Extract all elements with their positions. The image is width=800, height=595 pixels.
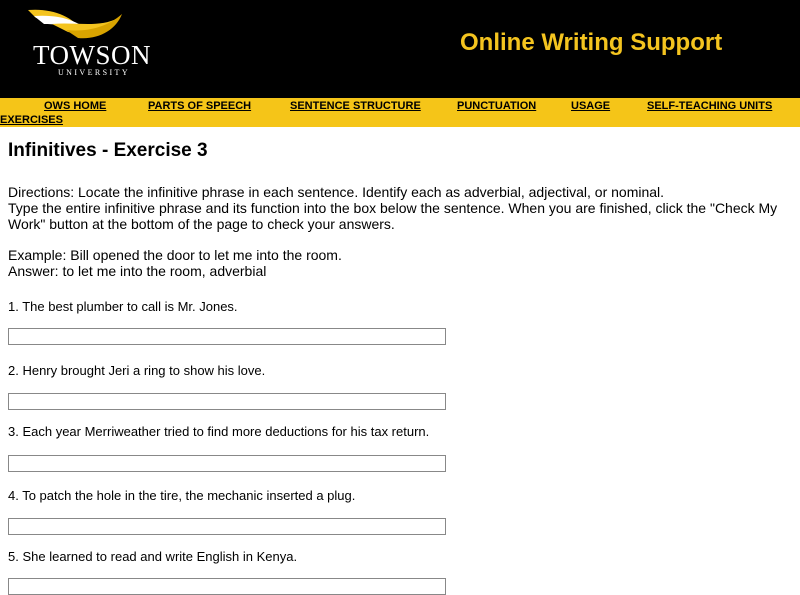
nav-usage[interactable]: USAGE	[571, 100, 611, 112]
site-title: Online Writing Support	[460, 29, 723, 56]
nav-punctuation[interactable]: PUNCTUATION	[457, 100, 537, 112]
question-3: 3. Each year Merriweather tried to find more deductions for his tax return.	[8, 424, 430, 439]
nav-bar	[0, 98, 800, 127]
logo-subtext: UNIVERSITY	[58, 68, 130, 77]
site-header	[0, 0, 800, 98]
answer-input-5[interactable]	[8, 578, 446, 595]
answer-input-4[interactable]	[8, 518, 446, 535]
question-1: 1. The best plumber to call is Mr. Jones.	[8, 299, 238, 314]
directions	[8, 184, 800, 232]
question-2: 2. Henry brought Jeri a ring to show his love.	[8, 363, 266, 378]
example	[8, 247, 800, 279]
directions-line-1: Directions: Locate the infinitive phrase in each sentence. Identify each as adverbial, adjectival, or nominal.	[8, 184, 665, 200]
question-5: 5. She learned to read and write English in Kenya.	[8, 549, 298, 564]
logo-text: TOWSON	[33, 40, 152, 70]
nav-self-teaching-units[interactable]: SELF-TEACHING UNITS	[647, 100, 773, 112]
example-sentence: Example: Bill opened the door to let me into the room.	[8, 247, 342, 263]
directions-line-2: Type the entire infinitive phrase and its function into the box below the sentence. When you are finished, click the "Check My Work" button at the bottom of the page to check your answers.	[8, 200, 778, 232]
nav-exercises[interactable]: EXERCISES	[0, 114, 63, 126]
nav-ows-home[interactable]: OWS HOME	[44, 100, 107, 112]
answer-input-3[interactable]	[8, 455, 446, 472]
main-content	[0, 127, 800, 595]
question-4: 4. To patch the hole in the tire, the mechanic inserted a plug.	[8, 488, 356, 503]
example-answer: Answer: to let me into the room, adverbial	[8, 263, 267, 279]
nav-sentence-structure[interactable]: SENTENCE STRUCTURE	[290, 100, 421, 112]
answer-input-2[interactable]	[8, 393, 446, 410]
page-title: Infinitives - Exercise 3	[8, 140, 208, 161]
nav-parts-of-speech[interactable]: PARTS OF SPEECH	[148, 100, 252, 112]
answer-input-1[interactable]	[8, 328, 446, 345]
